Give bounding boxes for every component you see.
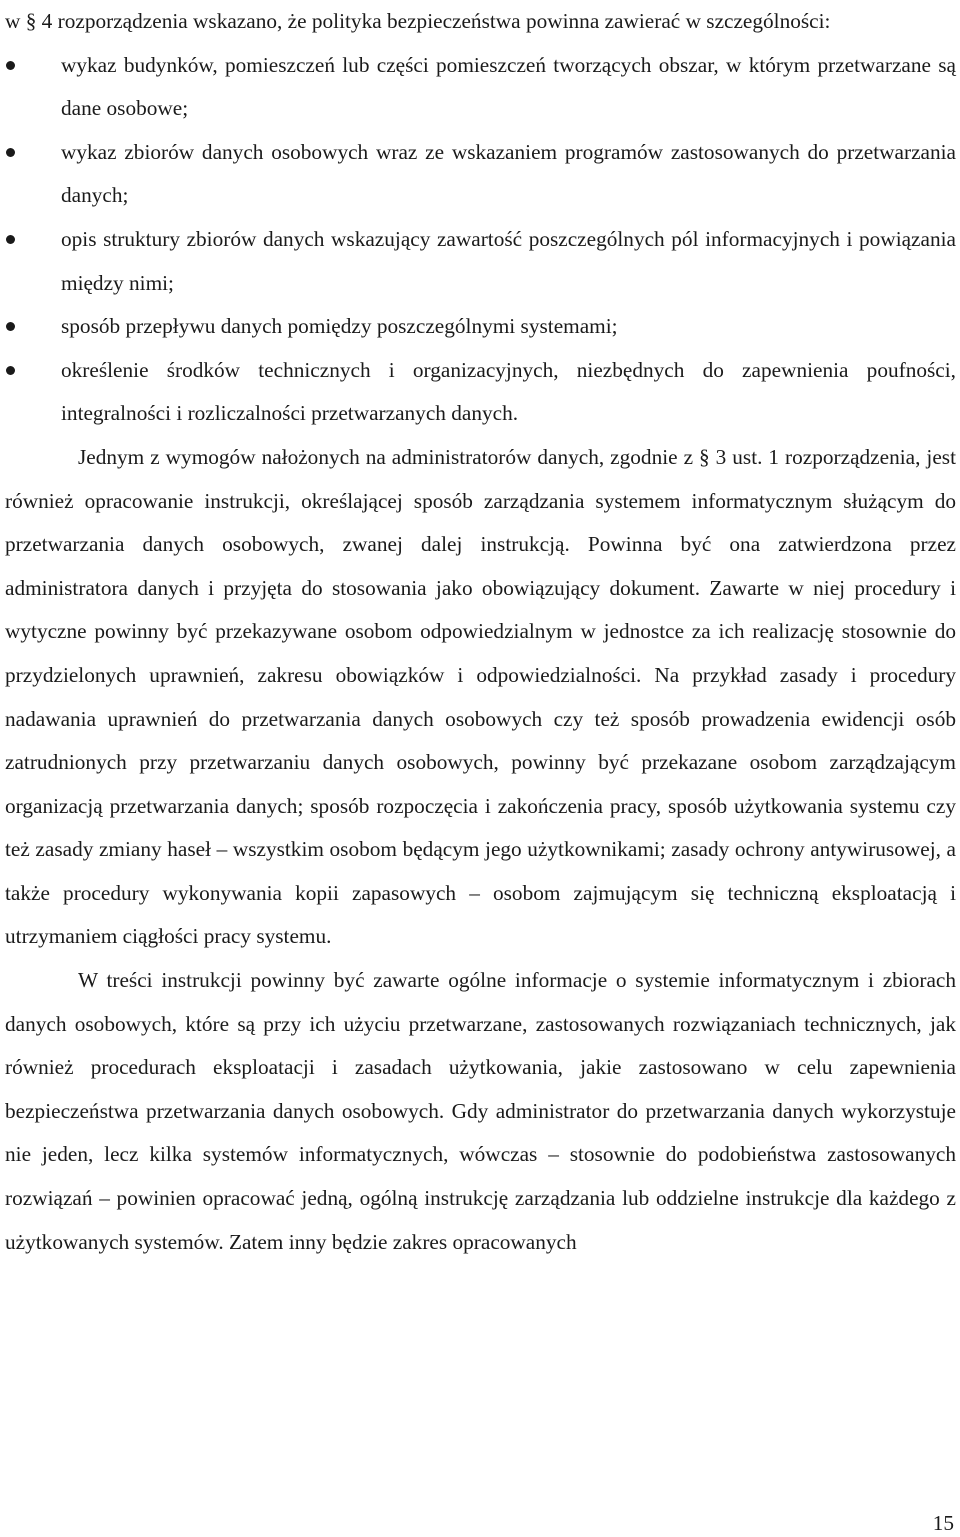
paragraph-instruction-requirement: Jednym z wymogów nałożonych na administratorów danych, zgodnie z § 3 ust. 1 rozporządzenia, jest również opracowanie instrukcji, określającej sposób zarządzania systemem informatycznym służącym do przetwarzania danych osobowych, zwanej dalej instrukcją. Powinna być ona zatwierdzona przez administratora danych i przyjęta do stosowania jako obowiązujący dokument. Zawarte w niej procedury i wytyczne powinny być przekazywane osobom odpowiedzialnym w jednostce za ich realizację stosownie do przydzielonych uprawnień, zakresu obowiązków i odpowiedzialności. Na przykład zasady i procedury nadawania uprawnień do przetwarzania danych osobowych czy też sposób prowadzenia ewidencji osób zatrudnionych przy przetwarzaniu danych osobowych, powinny być przekazane osobom zarządzającym organizacją przetwarzania danych; sposób rozpoczęcia i zakończenia pracy, sposób użytkowania systemu czy też zasady zmiany haseł – wszystkim osobom będącym jego użytkownikami; zasady ochrony antywirusowej, a także procedury wykonywania kopii zapasowych – osobom zajmującym się techniczną eksploatacją i utrzymaniem ciągłości pracy systemu. [5,444,956,949]
list-item-text: sposób przepływu danych pomiędzy poszczególnymi systemami; [61,314,618,339]
paragraph-instruction-contents: W treści instrukcji powinny być zawarte ogólne informacje o systemie informatycznym i zbiorach danych osobowych, które są przy ich użyciu przetwarzane, zastosowanych rozwiązaniach technicznych, jak również procedurach eksploatacji i zasadach użytkowania, jakie zastosowano w celu zapewnienia bezpieczeństwa przetwarzania danych osobowych. Gdy administrator do przetwarzania danych wykorzystuje nie jeden, lecz kilka systemów informatycznych, wówczas – stosownie do podobieństwa zastosowanych rozwiązań – powinien opracować jedną, ogólną instrukcję zarządzania lub oddzielne instrukcje dla każdego z użytkowanych systemów. Zatem inny będzie zakres opracowanych [5,968,956,1254]
list-item-text: opis struktury zbiorów danych wskazujący zawartość poszczególnych pól informacyjnych i powiązania między nimi; [61,226,956,295]
list-item [5,218,956,305]
bullet-icon [6,322,15,331]
intro-text: w § 4 rozporządzenia wskazano, że polityka bezpieczeństwa powinna zawierać w szczególności: [5,9,831,33]
list-item-text: wykaz zbiorów danych osobowych wraz ze wskazaniem programów zastosowanych do przetwarzania danych; [61,139,956,208]
page-number: 15 [932,1511,954,1535]
list-item [5,44,956,131]
bullet-icon [6,61,15,70]
bullet-icon [6,366,15,375]
list-item [5,349,956,436]
list-item-text: określenie środków technicznych i organizacyjnych, niezbędnych do zapewnienia poufności, integralności i rozliczalności przetwarzanych danych. [61,357,956,426]
bullet-icon [6,235,15,244]
document-page [5,0,956,1264]
list-item [5,305,956,349]
list-item-text: wykaz budynków, pomieszczeń lub części pomieszczeń tworzących obszar, w którym przetwarzane są dane osobowe; [61,52,956,121]
bullet-list [5,44,956,436]
list-item [5,131,956,218]
bullet-icon [6,148,15,157]
